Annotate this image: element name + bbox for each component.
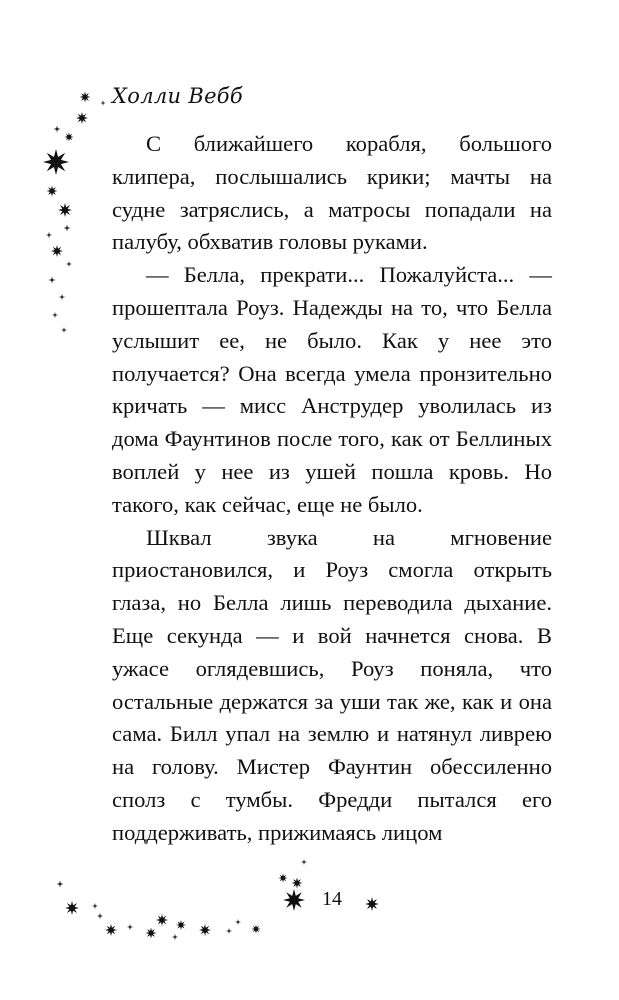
star-icon [43,149,69,175]
star-icon [199,924,211,936]
star-icon [127,924,133,930]
running-head-author: Холли Вебб [112,84,244,108]
star-icon [172,934,178,940]
star-icon [252,925,261,934]
star-icon [57,881,64,888]
star-icon [97,913,103,919]
star-icon [279,874,288,883]
star-icon [146,928,157,939]
star-icon [226,928,232,934]
star-icon [46,232,52,238]
paragraph: Шквал звука на мгновение приостановился, и Роуз смогла открыть глаза, но Белла лишь переводила дыхание. Еще секунда — и вой начнется снова. В ужасе оглядевшись, Роуз поняла, что остальные держатся за уши так же, как и она сама. Билл упал на землю и натянул ливрею на голову. Мистер Фаунтин обессиленно сполз с тумбы. Фредди пытался его поддерживать, прижимаясь лицом [112,524,552,845]
star-icon [235,919,241,925]
body-text [112,128,552,850]
star-icon [65,133,74,142]
star-icon [49,277,56,284]
star-icon [80,92,91,103]
star-icon [100,100,106,106]
star-icon [156,914,168,926]
paragraph: — Белла, прекрати... Пожалуйста... — прошептала Роуз. Надежды на то, что Белла услышит ее, не было. Как у нее это получается? Она всегда умела пронзительно кричать — мисс Анструдер уволилась из дома Фаунтинов после того, как от Беллиных воплей у нее из ушей пошла кровь. Но такого, как сейчас, еще не было. [112,262,552,517]
star-icon [64,225,71,232]
star-icon [54,126,61,133]
star-icon [47,186,58,197]
star-icon [61,327,67,333]
star-icon [51,245,63,257]
star-icon [76,112,88,124]
star-icon [52,312,58,318]
star-icon [92,903,98,909]
paragraph: С ближайшего корабля, большого клипера, послышались крики; мачты на судне затряслись, а матросы попадали на палубу, обхватив головы руками. [112,131,552,255]
page-number: 14 [322,888,342,910]
star-icon [365,897,379,911]
star-icon [59,294,65,300]
star-icon [292,878,303,889]
star-icon [66,261,72,267]
star-icon [283,889,305,911]
star-icon [58,203,72,217]
star-icon [105,924,117,936]
star-icon [65,901,79,915]
star-icon [301,859,307,865]
star-icon [176,920,186,930]
